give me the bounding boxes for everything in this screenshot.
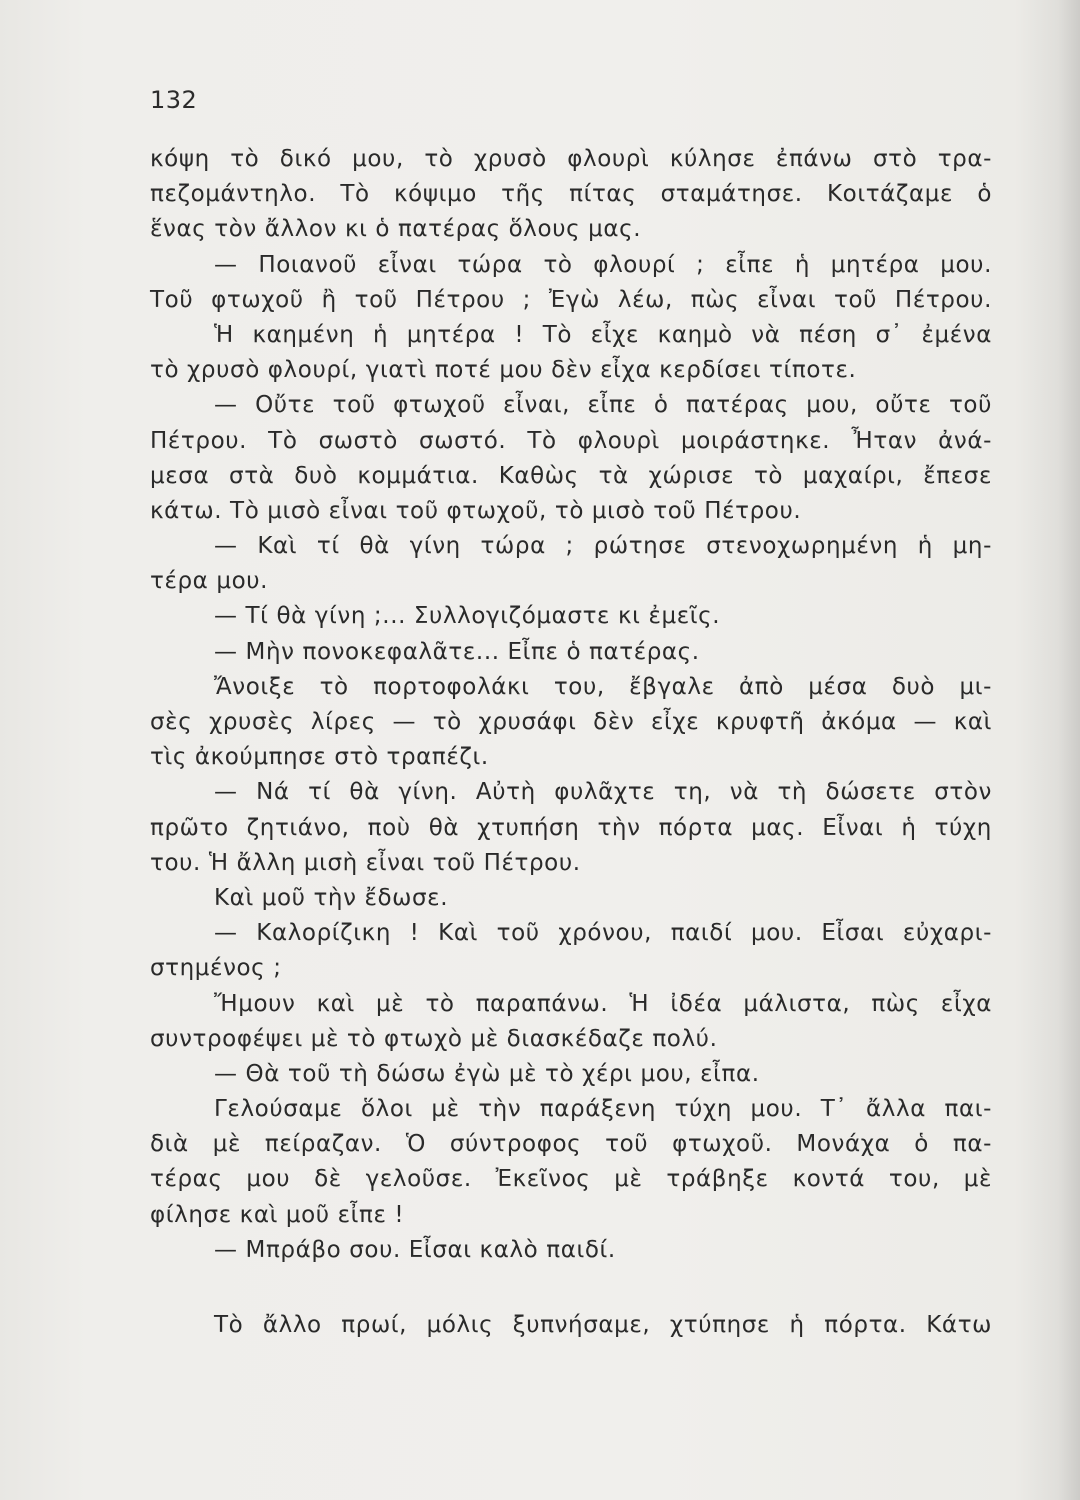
text-line: πρῶτο ζητιάνο, ποὺ θὰ χτυπήση τὴν πόρτα μας. Εἶναι ἡ τύχη xyxy=(150,814,992,841)
text-line: τὶς ἀκούμπησε στὸ τραπέζι. xyxy=(150,744,489,771)
text-line: μεσα στὰ δυὸ κομμάτια. Καθὼς τὰ χώρισε τὸ μαχαίρι, ἔπεσε xyxy=(150,462,992,489)
text-line: — Τί θὰ γίνη ;... Συλλογιζόμαστε κι ἐμεῖς. xyxy=(214,603,721,630)
text-line: τὸ χρυσὸ φλουρί, γιατὶ ποτέ μου δὲν εἶχα κερδίσει τίποτε. xyxy=(150,357,857,384)
text-line: κάτω. Τὸ μισὸ εἶναι τοῦ φτωχοῦ, τὸ μισὸ τοῦ Πέτρου. xyxy=(150,497,802,524)
text-line: Γελούσαμε ὅλοι μὲ τὴν παράξενη τύχη μου. Τ᾽ ἄλλα παι- xyxy=(214,1096,992,1123)
text-line: Ἡ καημένη ἡ μητέρα ! Τὸ εἶχε καημὸ νὰ πέση σ᾽ ἐμένα xyxy=(214,321,992,348)
text-line: Ἤμουν καὶ μὲ τὸ παραπάνω. Ἡ ἰδέα μάλιστα, πὼς εἶχα xyxy=(214,990,992,1017)
text-line: στημένος ; xyxy=(150,955,282,982)
text-line: Πέτρου. Τὸ σωστὸ σωστό. Τὸ φλουρὶ μοιράστηκε. Ἦταν ἀνά- xyxy=(150,427,992,454)
page-number: 132 xyxy=(150,86,198,114)
page-edge-shadow xyxy=(1058,0,1080,1500)
text-line: κόψη τὸ δικό μου, τὸ χρυσὸ φλουρὶ κύλησε ἐπάνω στὸ τρα- xyxy=(150,146,992,172)
text-line: διὰ μὲ πείραζαν. Ὁ σύντροφος τοῦ φτωχοῦ. Μονάχα ὁ πα- xyxy=(150,1131,992,1158)
paragraph-gap xyxy=(150,1268,992,1308)
text-line: ἕνας τὸν ἄλλον κι ὁ πατέρας ὅλους μας. xyxy=(150,216,642,243)
text-line: — Ποιανοῦ εἶναι τώρα τὸ φλουρί ; εἶπε ἡ μητέρα μου. xyxy=(214,251,992,278)
text-line: συντροφέψει μὲ τὸ φτωχὸ μὲ διασκέδαζε πολύ. xyxy=(150,1025,718,1052)
text-line: σὲς χρυσὲς λίρες — τὸ χρυσάφι δὲν εἶχε κρυφτῆ ἀκόμα — καὶ xyxy=(150,709,992,735)
text-line: — Καλορίζικη ! Καὶ τοῦ χρόνου, παιδί μου. Εἶσαι εὐχαρι- xyxy=(214,920,992,947)
page-body-text xyxy=(150,142,992,1343)
text-line: — Μὴν πονοκεφαλᾶτε... Εἶπε ὁ πατέρας. xyxy=(214,638,700,665)
text-line: Ἄνοιξε τὸ πορτοφολάκι του, ἔβγαλε ἀπὸ μέσα δυὸ μι- xyxy=(214,673,992,700)
text-line: Τοῦ φτωχοῦ ἢ τοῦ Πέτρου ; Ἐγὼ λέω, πὼς εἶναι τοῦ Πέτρου. xyxy=(150,286,992,313)
text-line: — Καὶ τί θὰ γίνη τώρα ; ρώτησε στενοχωρημένη ἡ μη- xyxy=(214,533,992,560)
text-line: τέρας μου δὲ γελοῦσε. Ἐκεῖνος μὲ τράβηξε κοντά του, μὲ xyxy=(150,1166,992,1193)
text-line: του. Ἡ ἄλλη μισὴ εἶναι τοῦ Πέτρου. xyxy=(150,849,581,876)
text-line: — Νά τί θὰ γίνη. Αὐτὴ φυλᾶχτε τη, νὰ τὴ δώσετε στὸν xyxy=(214,779,992,806)
text-line: Τὸ ἄλλο πρωί, μόλις ξυπνήσαμε, χτύπησε ἡ πόρτα. Κάτω xyxy=(214,1312,992,1338)
text-line: πεζομάντηλο. Τὸ κόψιμο τῆς πίτας σταμάτησε. Κοιτάζαμε ὁ xyxy=(150,181,992,208)
text-line: Καὶ μοῦ τὴν ἔδωσε. xyxy=(214,884,449,911)
text-line: — Οὔτε τοῦ φτωχοῦ εἶναι, εἶπε ὁ πατέρας μου, οὔτε τοῦ xyxy=(214,392,992,419)
text-line: τέρα μου. xyxy=(150,568,269,595)
text-line: φίλησε καὶ μοῦ εἶπε ! xyxy=(150,1201,405,1228)
text-line: — Μπράβο σου. Εἶσαι καλὸ παιδί. xyxy=(214,1236,616,1263)
text-line: — Θὰ τοῦ τὴ δώσω ἐγὼ μὲ τὸ χέρι μου, εἶπα. xyxy=(214,1060,760,1087)
